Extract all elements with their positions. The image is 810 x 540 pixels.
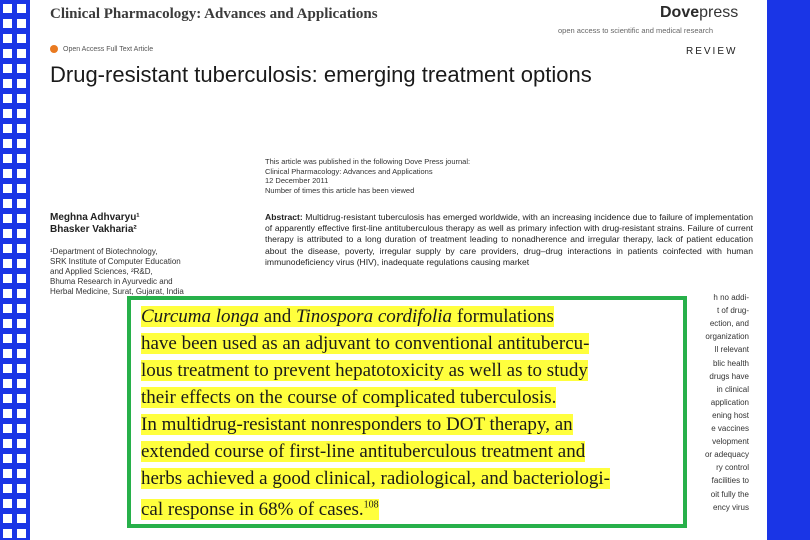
decorative-square	[3, 484, 12, 493]
decorative-square	[17, 49, 26, 58]
decorative-square	[3, 349, 12, 358]
decorative-square	[17, 334, 26, 343]
open-access-text: Open Access Full Text Article	[63, 45, 154, 53]
affiliation-line: ¹Department of Biotechnology,	[50, 247, 158, 256]
decorative-square	[17, 64, 26, 73]
author-name: Bhasker Vakharia²	[50, 224, 137, 235]
decorative-square	[3, 109, 12, 118]
decorative-square	[3, 49, 12, 58]
decorative-square	[17, 139, 26, 148]
pub-info-line: Number of times this article has been viewed	[265, 185, 415, 195]
brand-name: Dove	[660, 4, 700, 21]
abstract-fragment: oit fully the	[710, 489, 749, 499]
abstract-fragment: e vaccines	[711, 424, 749, 433]
decorative-square	[17, 199, 26, 208]
quote-line-text: lous treatment to prevent hepatotoxicity as well as to study	[141, 360, 588, 381]
abstract-fragment: ency virus	[712, 502, 749, 512]
affiliation-line: Bhuma Research in Ayurvedic and	[50, 277, 173, 286]
decorative-square	[17, 454, 26, 463]
abstract-text: Multidrug-resistant tuberculosis has emerged worldwide, with an increasing incidence due to failure of implementation of apparently effective first-line antituberculous therapy as well as primary infection with drug-resistant strains. Failure of current therapy is attributed to a long duration of treatment leading to nonadherence and irregular therapy, lack of patient education about the disease, poverty, irregular supply by care providers, drug–drug interactions in patients coinfected with human immunodeficiency virus (HIV), inadequate regulations causing market	[265, 212, 753, 267]
decorative-square	[17, 394, 26, 403]
decorative-square	[17, 469, 26, 478]
decorative-square	[17, 214, 26, 223]
decorative-square	[17, 34, 26, 43]
decorative-square	[3, 499, 12, 508]
decorative-square	[17, 4, 26, 13]
decorative-square	[3, 424, 12, 433]
decorative-square	[3, 364, 12, 373]
decorative-square	[3, 34, 12, 43]
abstract-fragment: in clinical	[716, 384, 749, 394]
decorative-square	[17, 79, 26, 88]
brand-suffix: press	[699, 4, 739, 21]
decorative-square	[3, 319, 12, 328]
pub-info-line: 12 December 2011	[265, 176, 329, 185]
decorative-square	[17, 409, 26, 418]
decorative-square	[17, 19, 26, 28]
quote-line	[141, 413, 573, 436]
abstract-fragment: application	[710, 397, 749, 407]
decorative-square	[17, 94, 26, 103]
decorative-square	[3, 199, 12, 208]
decorative-square	[3, 469, 12, 478]
decorative-square	[3, 229, 12, 238]
decorative-square	[17, 319, 26, 328]
abstract-fragment: ening host	[712, 410, 749, 420]
journal-name: Clinical Pharmacology: Advances and Applications	[50, 6, 378, 22]
reference-number: 108	[363, 500, 379, 511]
decorative-square	[17, 349, 26, 358]
author-name: Meghna Adhvaryu¹	[50, 212, 140, 223]
open-access-label	[50, 45, 153, 53]
decorative-square	[3, 304, 12, 313]
decorative-square	[17, 514, 26, 523]
decorative-square	[17, 154, 26, 163]
decorative-square	[17, 529, 26, 538]
abstract-fragment: t of drug-	[716, 306, 749, 316]
decorative-square	[3, 214, 12, 223]
plant-name-1: Curcuma longa	[141, 306, 260, 327]
quote-line-text: herbs achieved a good clinical, radiological, and bacteriologi-	[141, 468, 611, 489]
affiliations	[50, 247, 184, 297]
quote-last-line: cal response in 68% of cases.	[141, 499, 364, 521]
decorative-square	[3, 244, 12, 253]
decorative-square	[3, 409, 12, 418]
decorative-square	[3, 4, 12, 13]
highlighted-quote-box	[127, 296, 687, 528]
affiliation-line: Herbal Medicine, Surat, Gujarat, India	[50, 287, 184, 296]
decorative-square	[17, 379, 26, 388]
pub-info-line: Clinical Pharmacology: Advances and Applications	[265, 166, 433, 176]
open-access-icon	[50, 45, 58, 53]
abstract-fragment: ection, and	[709, 319, 749, 329]
affiliation-line: SRK Institute of Computer Education	[50, 257, 181, 266]
decorative-square	[3, 379, 12, 388]
decorative-square	[17, 484, 26, 493]
decorative-square	[3, 274, 12, 283]
decorative-square	[17, 424, 26, 433]
decorative-square	[17, 259, 26, 268]
publisher-logo	[660, 4, 738, 22]
decorative-square	[17, 169, 26, 178]
quote-line-text: extended course of first-line antituberculous treatment and	[141, 441, 586, 462]
decorative-square	[17, 499, 26, 508]
decorative-square	[3, 259, 12, 268]
plant-name-2: Tinospora cordifolia	[295, 306, 453, 327]
decorative-square	[3, 529, 12, 538]
abstract-fragment: or adequacy	[704, 450, 749, 460]
decorative-square-strip	[0, 0, 30, 540]
decorative-square	[17, 439, 26, 448]
abstract-fragment: facilities to	[711, 476, 749, 486]
abstract-paragraph	[265, 212, 753, 268]
decorative-square	[17, 364, 26, 373]
decorative-square	[17, 109, 26, 118]
abstract-label: Abstract:	[265, 212, 303, 222]
decorative-square	[3, 454, 12, 463]
decorative-square	[3, 439, 12, 448]
decorative-square	[3, 169, 12, 178]
abstract-fragment: ll relevant	[714, 345, 749, 355]
affiliation-line: and Applied Sciences, ²R&D,	[50, 267, 153, 276]
quote-line	[141, 359, 588, 382]
decorative-square	[3, 334, 12, 343]
author-list	[50, 212, 140, 236]
quote-suffix: formulations	[452, 306, 554, 327]
quote-line-text: have been used as an adjuvant to conventional antitubercu-	[141, 333, 590, 354]
decorative-square	[17, 289, 26, 298]
decorative-square	[17, 244, 26, 253]
decorative-square	[3, 139, 12, 148]
decorative-square	[3, 289, 12, 298]
quote-line	[141, 305, 554, 328]
decorative-square	[3, 94, 12, 103]
abstract-fragment: blic health	[712, 358, 749, 368]
abstract-fragment: organization	[705, 332, 749, 342]
quote-line	[141, 332, 589, 355]
decorative-square	[17, 304, 26, 313]
abstract-fragment: ry control	[716, 463, 749, 473]
article-title: Drug-resistant tuberculosis: emerging treatment options	[50, 62, 592, 87]
pub-info-line: This article was published in the following Dove Press journal:	[265, 157, 471, 166]
quote-line	[141, 494, 379, 521]
decorative-square	[17, 274, 26, 283]
quote-line-text: In multidrug-resistant nonresponders to DOT therapy, an	[141, 414, 573, 435]
quote-connector: and	[259, 306, 296, 327]
quote-line	[141, 440, 585, 463]
decorative-square	[3, 514, 12, 523]
quote-line	[141, 386, 556, 409]
decorative-square	[3, 184, 12, 193]
publisher-tagline: open access to scientific and medical research	[558, 26, 714, 35]
decorative-square	[17, 124, 26, 133]
publication-info	[265, 157, 470, 195]
article-type: REVIEW	[686, 46, 738, 57]
abstract-fragment: h no addi-	[713, 293, 749, 302]
decorative-square	[17, 229, 26, 238]
decorative-square	[3, 64, 12, 73]
decorative-square	[17, 184, 26, 193]
quote-line-text: their effects on the course of complicated tuberculosis.	[141, 387, 557, 408]
decorative-square	[3, 394, 12, 403]
decorative-square	[3, 124, 12, 133]
quote-line	[141, 467, 610, 490]
abstract-fragment: drugs have	[709, 371, 749, 381]
decorative-square	[3, 79, 12, 88]
abstract-fragment: velopment	[712, 437, 749, 447]
decorative-square	[3, 19, 12, 28]
decorative-square	[3, 154, 12, 163]
